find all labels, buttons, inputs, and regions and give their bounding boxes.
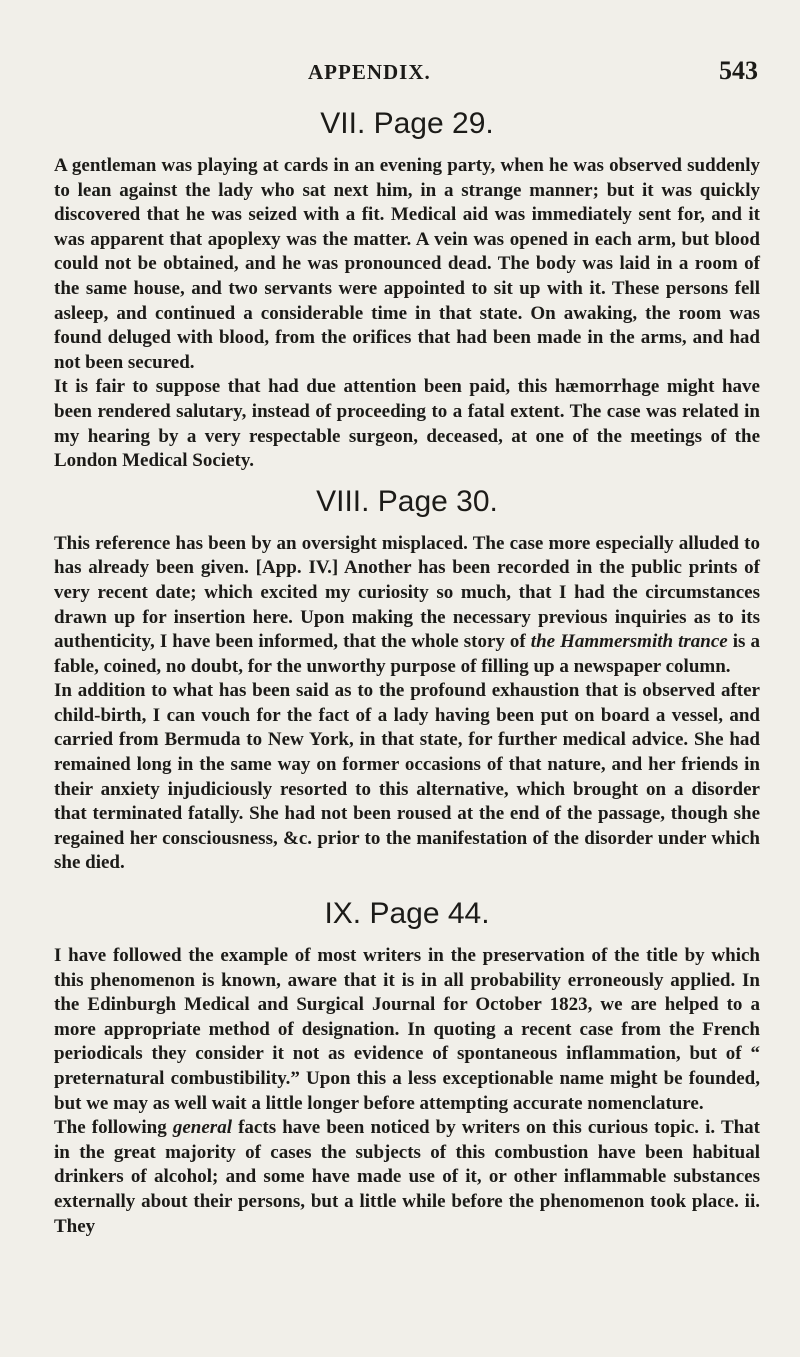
italic-phrase: general <box>172 1117 232 1139</box>
page-number: 543 <box>719 56 758 85</box>
running-head-title: APPENDIX. <box>308 60 431 84</box>
paragraph-text: facts have been noticed by writers on this curious topic. i. That in the great majority of cases the subjects of this combustion have been habitual drinkers of alcohol; and some have made use of it, or other inflammable substances externally about their persons, but a little while before the phenomenon took place. ii. They <box>54 1117 761 1237</box>
paragraph <box>54 1116 760 1239</box>
paragraph <box>54 532 760 680</box>
section-heading: VIII. Page 30. <box>316 484 498 518</box>
paragraph: A gentleman was playing at cards in an evening party, when he was observed suddenly to lean against the lady who sat next him, in a strange manner; but it was quickly discovered that he was seized with a fit. Medical aid was immediately sent for, and it was apparent that apoplexy was the matter. A vein was opened in each arm, but blood could not be obtained, and he was pronounced dead. The body was laid in a room of the same house, and two servants were appointed to sit up with it. These persons fell asleep, and continued a considerable time in that state. On awaking, the room was found deluged with blood, from the orifices that had been made in the arms, and had not been secured. <box>54 155 760 373</box>
italic-phrase: the Hammersmith trance <box>530 631 728 653</box>
section-viii <box>54 484 760 876</box>
running-head <box>54 56 760 92</box>
paragraph-text: is a fable, coined, no doubt, for the unworthy purpose of filling up a newspaper column. <box>54 631 760 677</box>
paragraph: It is fair to suppose that had due attention been paid, this hæmorrhage might have been rendered salutary, instead of proceeding to a fatal extent. The case was related in my hearing by a very respectable surgeon, deceased, at one of the meetings of the London Medical Society. <box>54 376 760 472</box>
book-page <box>54 56 760 1239</box>
section-vii <box>54 106 760 474</box>
paragraph: I have followed the example of most writers in the preservation of the title by which this phenomenon is known, aware that it is in all probability erroneously applied. In the Edinburgh Medical and Surgical Journal for October 1823, we are helped to a more appropriate method of designation. In quoting a recent case from the French periodicals they consider it not as evidence of spontaneous inflammation, but of “ preternatural combustibility.” Upon this a less exceptionable name might be founded, but we may as well wait a little longer before attempting accurate nomenclature. <box>54 945 760 1114</box>
paragraph-text: The following <box>54 1117 173 1139</box>
section-heading: VII. Page 29. <box>320 107 494 140</box>
paragraph: In addition to what has been said as to the profound exhaustion that is observed after child-birth, I can vouch for the fact of a lady having been put on board a vessel, and carried from Bermuda to New York, in that state, for further medical advice. She had remained long in the same way on former occasions of that nature, and her friends in their anxiety injudiciously resorted to this alternative, which brought on a disorder that terminated fatally. She had not been roused at the end of the passage, though she regained her consciousness, &c. prior to the manifestation of the disorder under which she died. <box>54 680 760 874</box>
paragraph-text: This reference has been by an oversight misplaced. The case more especially alluded to has already been given. [App. IV.] Another has been recorded in the public prints of very recent date; which excited my curiosity so much, that I had the circumstances drawn up for insertion here. Upon making the necessary previous inquiries as to its authenticity, I have been informed, that the whole story of <box>54 532 760 653</box>
section-heading: IX. Page 44. <box>324 897 490 931</box>
section-ix <box>54 896 760 1239</box>
